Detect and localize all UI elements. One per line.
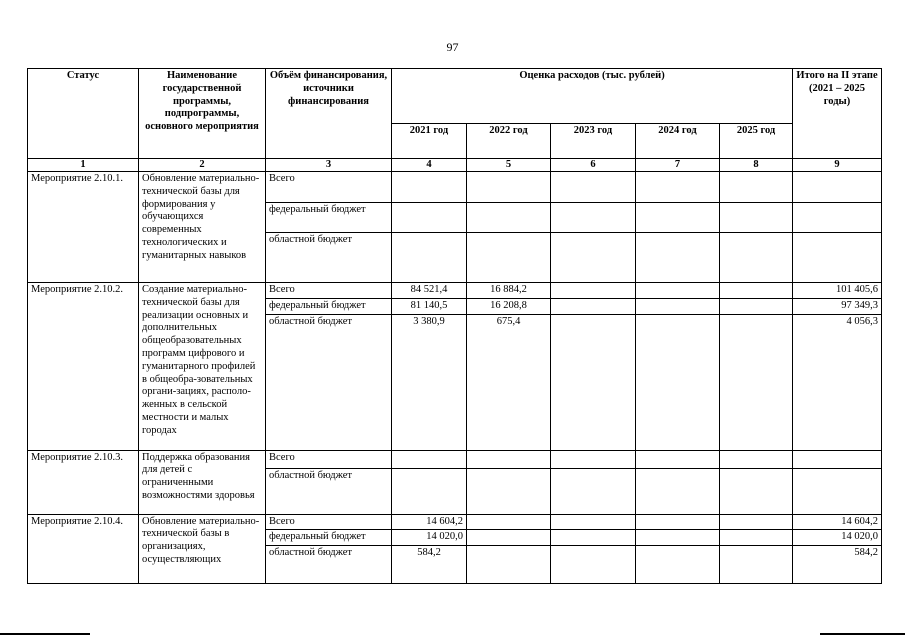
value-2023 (551, 530, 636, 546)
value-2023 (551, 283, 636, 299)
funding-source: областной бюджет (266, 233, 392, 283)
value-total: 584,2 (793, 546, 882, 584)
header-program-name: Наименование государственной программы, подпрограммы, основного мероприятия (139, 69, 266, 159)
row-status: Мероприятие 2.10.2. (28, 283, 139, 451)
row-status: Мероприятие 2.10.4. (28, 514, 139, 584)
value-2025 (720, 314, 793, 450)
value-2024 (636, 283, 720, 299)
page-number: 97 (446, 40, 459, 54)
value-2021 (392, 468, 467, 514)
header-year-2023: 2023 год (551, 124, 636, 159)
row-program-name: Поддержка образования для детей с ограниченными возможностями здоровья (139, 450, 266, 514)
value-2022 (467, 233, 551, 283)
table-row (28, 172, 882, 203)
funding-source: федеральный бюджет (266, 530, 392, 546)
value-2022 (467, 172, 551, 203)
value-total (793, 450, 882, 468)
funding-source: Всего (266, 450, 392, 468)
table-row (28, 514, 882, 530)
value-2025 (720, 450, 793, 468)
value-2023 (551, 233, 636, 283)
value-2021 (392, 203, 467, 233)
value-2024 (636, 233, 720, 283)
value-total: 14 604,2 (793, 514, 882, 530)
funding-source: областной бюджет (266, 314, 392, 450)
value-2021: 14 020,0 (392, 530, 467, 546)
column-number: 4 (392, 159, 467, 172)
funding-source: Всего (266, 514, 392, 530)
value-2023 (551, 298, 636, 314)
column-number: 1 (28, 159, 139, 172)
value-2021 (392, 233, 467, 283)
column-number: 6 (551, 159, 636, 172)
value-2021 (392, 450, 467, 468)
value-2024 (636, 530, 720, 546)
header-year-2025: 2025 год (720, 124, 793, 159)
value-2022 (467, 546, 551, 584)
value-2025 (720, 514, 793, 530)
value-2022 (467, 450, 551, 468)
row-program-name: Создание материально-технической базы для реализации основных и дополнительных общеобразовательных программ цифрового и гуманитарного профилей в общеобра-зовательных органи-зациях, располо-женных в сельской местности и малых городах (139, 283, 266, 451)
value-2025 (720, 298, 793, 314)
header-funding-source: Объём финансирования, источники финансирования (266, 69, 392, 159)
table-row (28, 450, 882, 468)
value-2024 (636, 172, 720, 203)
header-stage-total: Итого на II этапе (2021 – 2025 годы) (793, 69, 882, 159)
table-row (28, 283, 882, 299)
value-2021: 81 140,5 (392, 298, 467, 314)
funding-source: федеральный бюджет (266, 298, 392, 314)
value-total (793, 203, 882, 233)
column-number: 3 (266, 159, 392, 172)
value-2024 (636, 203, 720, 233)
value-2022 (467, 530, 551, 546)
header-status: Статус (28, 69, 139, 159)
value-2021: 3 380,9 (392, 314, 467, 450)
value-2025 (720, 283, 793, 299)
row-program-name: Обновление материально-технической базы в организациях, осуществляющих (139, 514, 266, 584)
value-2023 (551, 546, 636, 584)
header-cost-estimate: Оценка расходов (тыс. рублей) (392, 69, 793, 124)
header-year-2022: 2022 год (467, 124, 551, 159)
budget-table (27, 68, 882, 584)
value-2022 (467, 468, 551, 514)
value-2022: 16 208,8 (467, 298, 551, 314)
value-total: 4 056,3 (793, 314, 882, 450)
value-2023 (551, 172, 636, 203)
value-2024 (636, 514, 720, 530)
value-2025 (720, 546, 793, 584)
value-2024 (636, 450, 720, 468)
header-year-2024: 2024 год (636, 124, 720, 159)
column-number: 9 (793, 159, 882, 172)
funding-source: федеральный бюджет (266, 203, 392, 233)
column-number: 8 (720, 159, 793, 172)
value-total (793, 233, 882, 283)
funding-source: Всего (266, 283, 392, 299)
value-2025 (720, 233, 793, 283)
funding-source: областной бюджет (266, 468, 392, 514)
column-number: 5 (467, 159, 551, 172)
row-status: Мероприятие 2.10.1. (28, 172, 139, 283)
value-2022 (467, 514, 551, 530)
value-2021: 584,2 (392, 546, 467, 584)
value-2023 (551, 450, 636, 468)
value-2023 (551, 314, 636, 450)
column-number: 2 (139, 159, 266, 172)
value-total (793, 468, 882, 514)
value-2025 (720, 468, 793, 514)
scan-edge-rule (0, 633, 905, 635)
value-2025 (720, 172, 793, 203)
value-2024 (636, 314, 720, 450)
value-total: 97 349,3 (793, 298, 882, 314)
funding-source: областной бюджет (266, 546, 392, 584)
value-total: 14 020,0 (793, 530, 882, 546)
funding-source: Всего (266, 172, 392, 203)
row-program-name: Обновление материально-технической базы для формирования у обучающихся современных технологических и гуманитарных навыков (139, 172, 266, 283)
value-2022 (467, 203, 551, 233)
value-total: 101 405,6 (793, 283, 882, 299)
value-2023 (551, 468, 636, 514)
value-2021: 84 521,4 (392, 283, 467, 299)
value-2022: 16 884,2 (467, 283, 551, 299)
value-2021: 14 604,2 (392, 514, 467, 530)
value-2022: 675,4 (467, 314, 551, 450)
value-2024 (636, 468, 720, 514)
value-2024 (636, 298, 720, 314)
value-2023 (551, 203, 636, 233)
value-2023 (551, 514, 636, 530)
value-2025 (720, 530, 793, 546)
value-2024 (636, 546, 720, 584)
value-2021 (392, 172, 467, 203)
column-number: 7 (636, 159, 720, 172)
row-status: Мероприятие 2.10.3. (28, 450, 139, 514)
value-2025 (720, 203, 793, 233)
value-total (793, 172, 882, 203)
header-year-2021: 2021 год (392, 124, 467, 159)
